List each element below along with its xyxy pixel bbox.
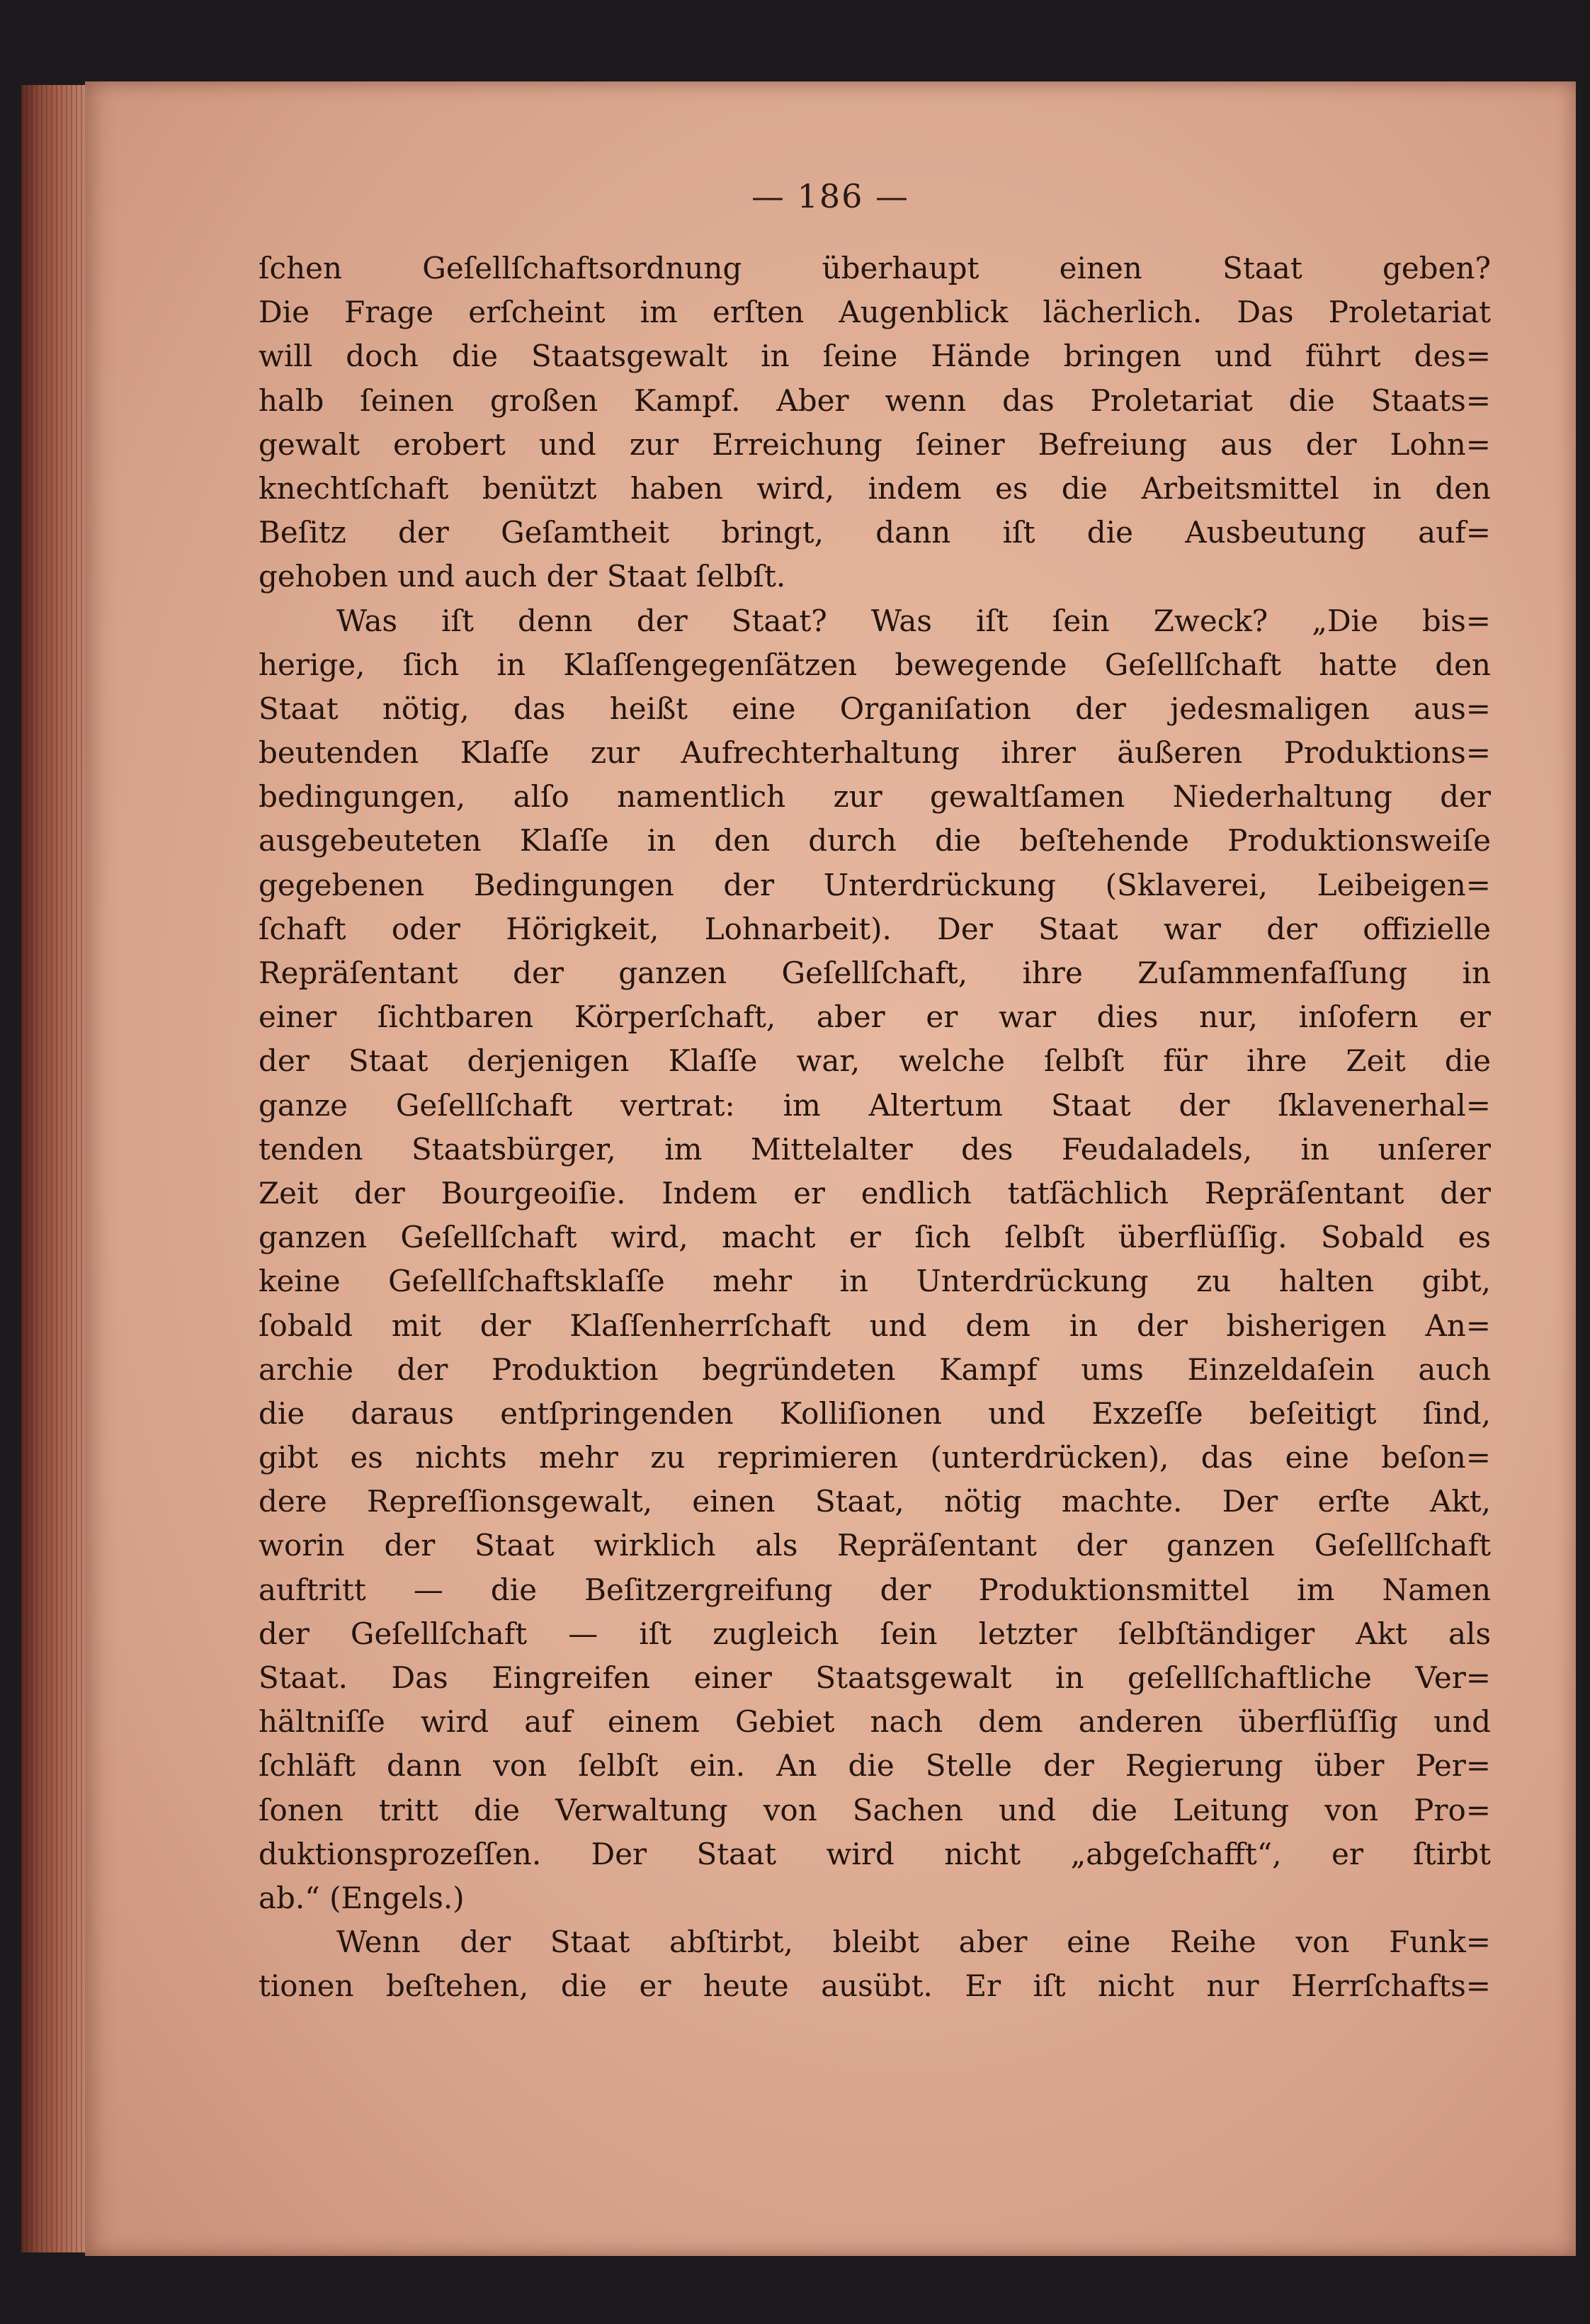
text-line: keine Geſellſchaftsklaſſe mehr in Unterdrückung zu halten gibt, <box>259 1264 1491 1299</box>
text-line: Zeit der Bourgeoiſie. Indem er endlich tatſächlich Repräſentant der <box>259 1175 1491 1211</box>
text-line: ſchaft oder Hörigkeit, Lohnarbeit). Der Staat war der offizielle <box>259 911 1491 946</box>
text-line: ganzen Geſellſchaft wird, macht er ſich ſelbſt überflüſſig. Sobald es <box>259 1220 1491 1255</box>
text-line: der Geſellſchaft — iſt zugleich ſein letzter ſelbſtändiger Akt als <box>259 1616 1491 1651</box>
book-page-edges <box>21 85 92 2252</box>
text-line: Was iſt denn der Staat? Was iſt ſein Zweck? „Die bis= <box>336 603 1491 638</box>
text-line: ſchläft dann von ſelbſt ein. An die Stelle der Regierung über Per= <box>259 1748 1491 1784</box>
text-line: gibt es nichts mehr zu reprimieren (unterdrücken), das eine beſon= <box>259 1440 1491 1475</box>
text-line: einer ſichtbaren Körperſchaft, aber er war dies nur, inſofern er <box>259 999 1491 1035</box>
text-line: ausgebeuteten Klaſſe in den durch die beſtehende Produktionsweiſe <box>259 823 1491 858</box>
text-line: worin der Staat wirklich als Repräſentant der ganzen Geſellſchaft <box>259 1528 1491 1563</box>
text-line: ſobald mit der Klaſſenherrſchaft und dem in der bisherigen An= <box>259 1308 1491 1343</box>
text-line: bedingungen, alſo namentlich zur gewaltſamen Niederhaltung der <box>259 779 1491 815</box>
text-line: duktionsprozeſſen. Der Staat wird nicht „abgeſchafft“, er ſtirbt <box>259 1836 1491 1871</box>
text-line: ganze Geſellſchaft vertrat: im Altertum Staat der ſklavenerhal= <box>259 1087 1491 1123</box>
text-line: will doch die Staatsgewalt in ſeine Hände bringen und führt des= <box>259 339 1491 374</box>
text-line: halb ſeinen großen Kampf. Aber wenn das Proletariat die Staats= <box>259 382 1491 418</box>
text-line: gewalt erobert und zur Erreichung ſeiner Befreiung aus der Lohn= <box>259 426 1491 462</box>
text-line: Die Frage erſcheint im erſten Augenblick lächerlich. Das Proletariat <box>259 295 1491 330</box>
text-line: ſchen Geſellſchaftsordnung überhaupt einen Staat geben? <box>259 251 1491 285</box>
page-number: — 186 — <box>751 177 910 215</box>
text-line: herige, ſich in Klaſſengegenſätzen bewegende Geſellſchaft hatte den <box>259 647 1491 682</box>
text-line: auftritt — die Beſitzergreifung der Produktionsmittel im Namen <box>259 1572 1491 1607</box>
text-line: tionen beſtehen, die er heute ausübt. Er iſt nicht nur Herrſchafts= <box>259 1968 1491 2004</box>
text-line: ſonen tritt die Verwaltung von Sachen und die Leitung von Pro= <box>259 1792 1491 1827</box>
body-text <box>259 246 1491 2009</box>
text-line: knechtſchaft benützt haben wird, indem es die Arbeitsmittel in den <box>259 470 1491 506</box>
text-line: Beſitz der Geſamtheit bringt, dann iſt die Ausbeutung auf= <box>259 515 1491 550</box>
text-line: dere Repreſſionsgewalt, einen Staat, nötig machte. Der erſte Akt, <box>259 1484 1491 1519</box>
text-line: Repräſentant der ganzen Geſellſchaft, ihre Zuſammenfaſſung in <box>259 956 1491 990</box>
text-line: archie der Produktion begründeten Kampf ums Einzeldaſein auch <box>259 1351 1491 1387</box>
text-line: die daraus entſpringenden Kolliſionen und Exzeſſe beſeitigt ſind, <box>259 1395 1491 1431</box>
text-line: beutenden Klaſſe zur Aufrechterhaltung ihrer äußeren Produktions= <box>259 735 1491 771</box>
text-line: gehoben und auch der Staat ſelbſt. <box>259 559 786 594</box>
text-line: gegebenen Bedingungen der Unterdrückung (Sklaverei, Leibeigen= <box>259 867 1491 902</box>
text-line: hältniſſe wird auf einem Gebiet nach dem anderen überflüſſig und <box>259 1704 1491 1740</box>
text-line: Staat nötig, das heißt eine Organiſation der jedesmaligen aus= <box>259 691 1491 726</box>
text-line: Wenn der Staat abſtirbt, bleibt aber eine Reihe von Funk= <box>336 1925 1491 1960</box>
page-sheet <box>85 81 1576 2256</box>
text-line: der Staat derjenigen Klaſſe war, welche ſelbſt für ihre Zeit die <box>259 1043 1491 1079</box>
text-line: ab.“ (Engels.) <box>259 1880 465 1915</box>
text-line: Staat. Das Eingreifen einer Staatsgewalt in geſellſchaftliche Ver= <box>259 1660 1491 1695</box>
text-line: tenden Staatsbürger, im Mittelalter des Feudaladels, in unſerer <box>259 1131 1491 1167</box>
